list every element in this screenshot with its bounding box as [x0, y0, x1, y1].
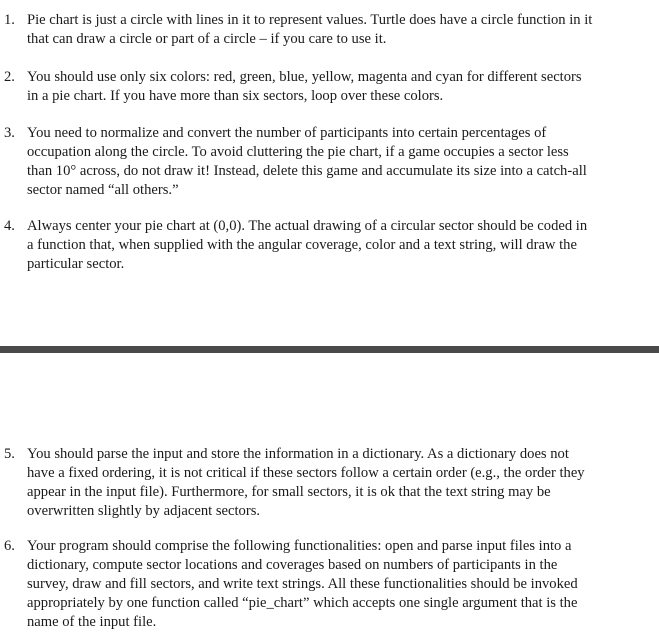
- page-divider: [0, 346, 659, 353]
- text-line: Pie chart is just a circle with lines in it to represent values. Turtle does have a circle function in it: [27, 12, 593, 28]
- list-item-text: [27, 68, 655, 106]
- text-line: name of the input file.: [27, 614, 157, 630]
- list-item-text: [27, 445, 655, 521]
- text-line: You need to normalize and convert the number of participants into certain percentages of: [27, 125, 547, 141]
- list-number: 3.: [4, 125, 15, 141]
- text-line: occupation along the circle. To avoid cluttering the pie chart, if a game occupies a sector less: [27, 144, 569, 160]
- list-number: 1.: [4, 12, 15, 28]
- text-line: dictionary, compute sector locations and coverages based on numbers of participants in the: [27, 557, 558, 573]
- text-line: a function that, when supplied with the angular coverage, color and a text string, will draw the: [27, 237, 577, 253]
- text-line: overwritten slightly by adjacent sectors.: [27, 503, 261, 519]
- text-line: in a pie chart. If you have more than six sectors, loop over these colors.: [27, 88, 444, 104]
- list-item-text: [27, 217, 655, 274]
- text-line: Always center your pie chart at (0,0). The actual drawing of a circular sector should be coded in: [27, 218, 588, 234]
- text-line: You should use only six colors: red, green, blue, yellow, magenta and cyan for different sectors: [27, 69, 582, 85]
- text-line: You should parse the input and store the information in a dictionary. As a dictionary does not: [27, 446, 569, 462]
- list-number: 2.: [4, 69, 15, 85]
- text-line: appropriately by one function called “pie_chart” which accepts one single argument that is the: [27, 595, 578, 611]
- list-number: 5.: [4, 446, 15, 462]
- text-line: sector named “all others.”: [27, 182, 179, 198]
- text-line: appear in the input file). Furthermore, for small sectors, it is ok that the text string may be: [27, 484, 551, 500]
- list-number: 6.: [4, 538, 15, 554]
- text-line: Your program should comprise the following functionalities: open and parse input files into a: [27, 538, 572, 554]
- list-item-text: [27, 11, 655, 49]
- text-line: than 10° across, do not draw it! Instead, delete this game and accumulate its size into a catch-all: [27, 163, 587, 179]
- list-item-text: [27, 537, 655, 632]
- text-line: have a fixed ordering, it is not critical if these sectors follow a certain order (e.g., the order they: [27, 465, 585, 481]
- text-line: that can draw a circle or part of a circle – if you care to use it.: [27, 31, 387, 47]
- text-line: survey, draw and fill sectors, and write text strings. All these functionalities should be invoked: [27, 576, 578, 592]
- list-number: 4.: [4, 218, 15, 234]
- text-line: particular sector.: [27, 256, 125, 272]
- list-item-text: [27, 124, 655, 200]
